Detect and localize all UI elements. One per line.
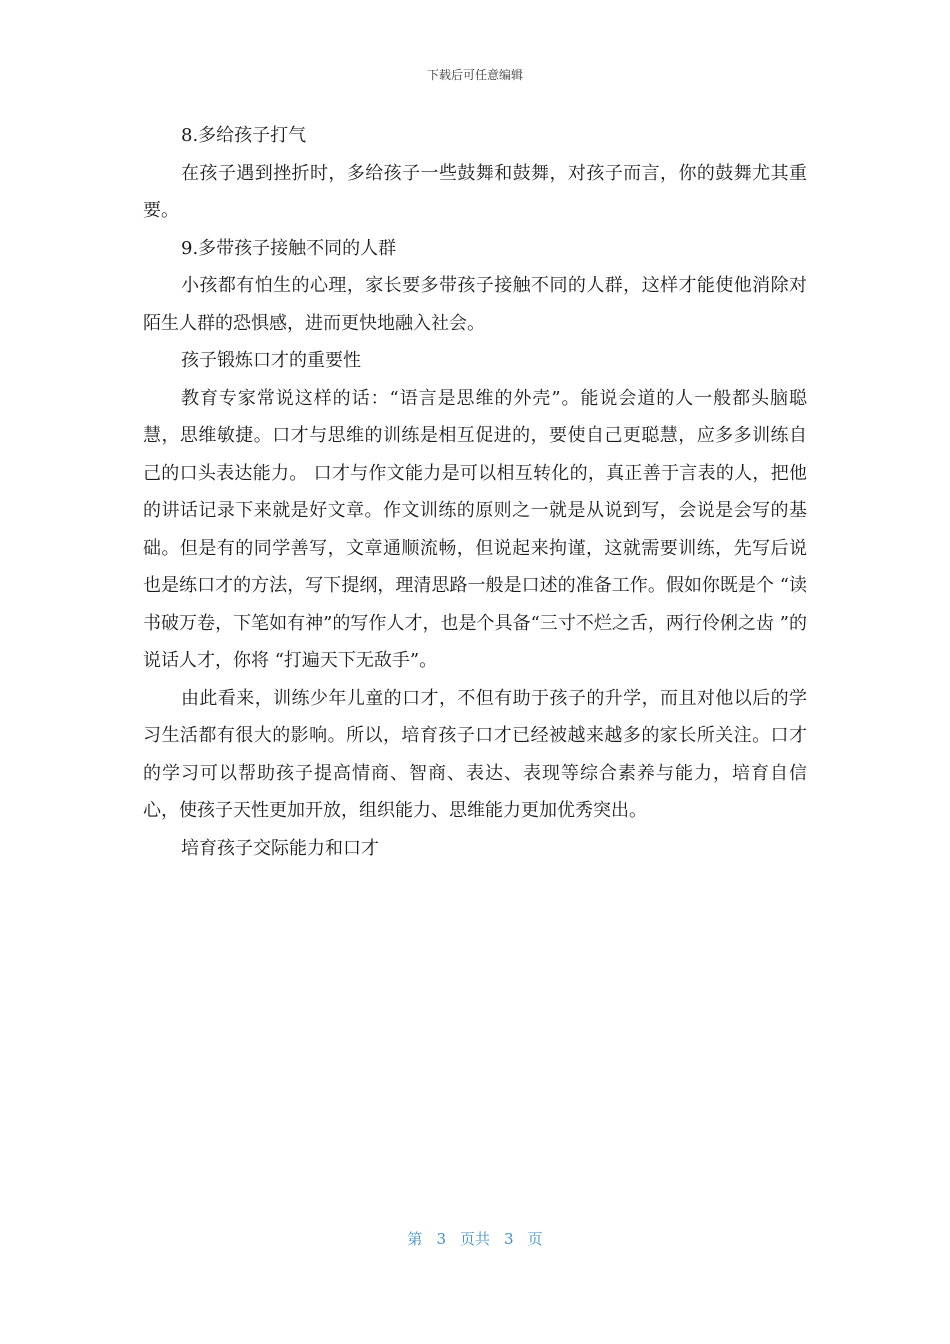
page-header: 下载后可任意编辑	[426, 68, 523, 82]
heading-social-skills: 培育孩子交际能力和口才	[181, 837, 379, 859]
page-footer	[0, 1228, 950, 1249]
paragraph-conclusion: 由此看来，训练少年儿童的口才，不但有助于孩子的升学，而且对他以后的学习生活都有很大的影响。所以，培育孩子口才已经被越来越多的家长所关注。口才的学习可以帮助孩子提高情商、智商、表达、表现等综合素养与能力，培育自信心，使孩子天性更加开放，组织能力、思维能力更加优秀突出。	[143, 687, 807, 821]
footer-total-pages: 3	[504, 1230, 514, 1248]
heading-encourage-child: 8.多给孩子打气	[181, 125, 307, 146]
document-body	[143, 117, 807, 867]
footer-middle: 页共	[459, 1230, 490, 1248]
paragraph-encourage-child: 在孩子遇到挫折时，多给孩子一些鼓舞和鼓舞，对孩子而言，你的鼓舞尤其重要。	[143, 162, 807, 221]
footer-current-page: 3	[436, 1230, 446, 1248]
paragraph-eloquence-importance: 教育专家常说这样的话：“语言是思维的外壳”。能说会道的人一般都头脑聪慧，思维敏捷。口才与思维的训练是相互促进的，要使自己更聪慧，应多多训练自己的口头表达能力。 口才与作文能力是可以相互转化的，真正善于言表的人，把他的讲话记录下来就是好文章。作文训练的原则之一就是从说到写，会说是会写的基础。但是有的同学善写，文章通顺流畅，但说起来拘谨，这就需要训练，先写后说也是练口才的方法，写下提纲，理清思路一般是口述的准备工作。假如你既是个 “读书破万卷，下笔如有神”的写作人才，也是个具备“三寸不烂之舌，两行伶俐之齿 ”的说话人才，你将 “打遍天下无敌手”。	[143, 387, 807, 671]
paragraph-meet-people: 小孩都有怕生的心理，家长要多带孩子接触不同的人群，这样才能使他消除对陌生人群的恐惧感，进而更快地融入社会。	[143, 275, 807, 334]
footer-prefix: 第	[407, 1230, 423, 1248]
footer-suffix: 页	[527, 1230, 543, 1248]
heading-meet-people: 9.多带孩子接触不同的人群	[181, 237, 397, 259]
heading-eloquence-importance: 孩子锻炼口才的重要性	[181, 350, 361, 371]
